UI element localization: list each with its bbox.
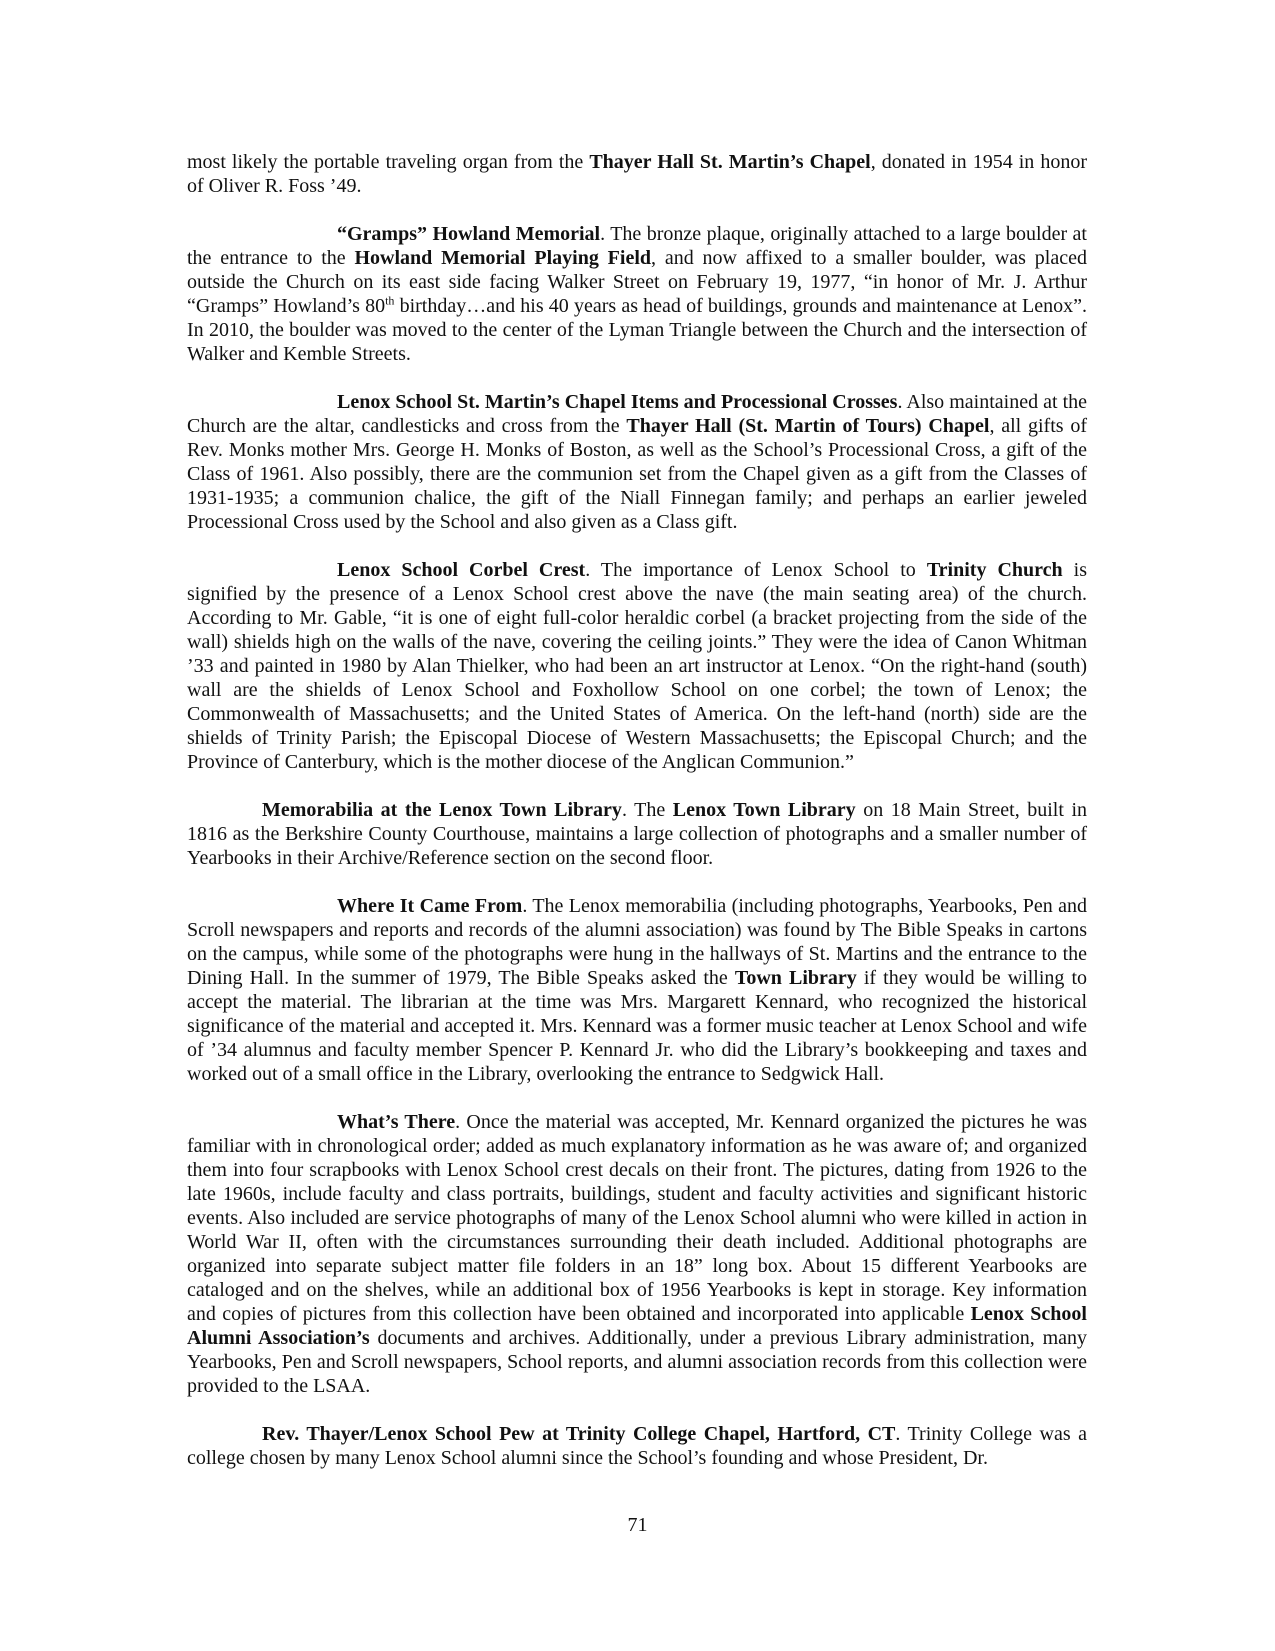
text-run: . Also maintained at the Church are the altar, candlesticks and cross from the: [187, 391, 1087, 437]
section-heading: Where It Came From: [337, 895, 523, 917]
paragraph-where-it-came-from: [187, 894, 1087, 1086]
ordinal-superscript: th: [385, 293, 395, 308]
bold-term: Trinity Church: [926, 559, 1063, 581]
paragraph-chapel-items: [187, 390, 1087, 534]
text-run: if they would be willing to accept the material. The librarian at the time was Mrs. Margarett Kennard, who recognized the historical significance of the material and accepted it. Mrs. Kennard was a former music teacher at Lenox School and wife of ’34 alumnus and faculty member Spencer P. Kennard Jr. who did the Library’s bookkeeping and taxes and worked out of a small office in the Library, overlooking the entrance to Sedgwick Hall.: [187, 967, 1088, 1085]
bold-term: Howland Memorial Playing Field: [354, 247, 651, 269]
text-run: . The importance of Lenox School to: [585, 559, 927, 581]
section-heading: Lenox School St. Martin’s Chapel Items and Processional Crosses: [337, 391, 898, 413]
bold-term: Town Library: [734, 967, 857, 989]
bold-term: Thayer Hall St. Martin’s Chapel: [589, 151, 871, 173]
text-run: most likely the portable traveling organ from the: [187, 151, 590, 173]
paragraph-whats-there: [187, 1110, 1087, 1398]
text-run: . Once the material was accepted, Mr. Kennard organized the pictures he was familiar with in chronological order; added as much explanatory information as he was aware of; and organized them into four scrapbooks with Lenox School crest decals on their front. The pictures, dating from 1926 to the late 1960s, include faculty and class portraits, buildings, student and faculty activities and significant historic events. Also included are service photographs of many of the Lenox School alumni who were killed in action in World War II, often with the circumstances surrounding their death included. Additional photographs are organized into separate subject matter file folders in an 18” long box. About 15 different Yearbooks are cataloged and on the shelves, while an additional box of 1956 Yearbooks is kept in storage. Key information and copies of pictures from this collection have been obtained and incorporated into applicable: [187, 1111, 1088, 1325]
text-run: . The Lenox memorabilia (including photographs, Yearbooks, Pen and Scroll newspapers and reports and records of the alumni association) was found by The Bible Speaks in cartons on the campus, while some of the photographs were hung in the hallways of St. Martins and the entrance to the Dining Hall. In the summer of 1979, The Bible Speaks asked the: [187, 895, 1087, 989]
text-run: . The: [621, 799, 673, 821]
text-run: birthday…and his 40 years as head of buildings, grounds and maintenance at Lenox”. In 2010, the boulder was moved to the center of the Lyman Triangle between the Church and the intersection of Walker and Kemble Streets.: [187, 295, 1088, 365]
text-run: , donated in 1954 in honor of Oliver R. Foss ’49.: [187, 151, 1087, 197]
text-run: . The bronze plaque, originally attached to a large boulder at the entrance to the: [187, 223, 1087, 269]
text-run: . Trinity College was a college chosen by many Lenox School alumni since the School’s founding and whose President, Dr.: [187, 1423, 1087, 1469]
paragraph-town-library: [187, 798, 1087, 870]
text-run: , and now affixed to a smaller boulder, was placed outside the Church on its east side facing Walker Street on February 19, 1977, “in honor of Mr. J. Arthur “Gramps” Howland’s 80: [187, 247, 1087, 317]
bold-term: Thayer Hall (St. Martin of Tours) Chapel: [626, 415, 990, 437]
bold-term: Lenox School Alumni Association’s: [187, 1303, 1087, 1349]
text-run: on 18 Main Street, built in 1816 as the Berkshire County Courthouse, maintains a large collection of photographs and a smaller number of Yearbooks in their Archive/Reference section on the second floor.: [187, 799, 1088, 869]
paragraph-corbel-crest: [187, 558, 1087, 774]
section-heading: “Gramps” Howland Memorial: [337, 223, 601, 245]
section-heading: Rev. Thayer/Lenox School Pew at Trinity College Chapel, Hartford, CT: [262, 1423, 896, 1445]
text-run: , all gifts of Rev. Monks mother Mrs. George H. Monks of Boston, as well as the School’s Processional Cross, a gift of the Class of 1961. Also possibly, there are the communion set from the Chapel given as a gift from the Classes of 1931-1935; a communion chalice, the gift of the Niall Finnegan family; and perhaps an earlier jeweled Processional Cross used by the School and also given as a Class gift.: [187, 415, 1087, 533]
paragraph-organ: [187, 150, 1087, 198]
document-page: [187, 150, 1087, 1470]
paragraph-gramps-howland: [187, 222, 1087, 366]
section-heading: What’s There: [337, 1111, 456, 1133]
bold-term: Lenox Town Library: [672, 799, 856, 821]
text-run: is signified by the presence of a Lenox School crest above the nave (the main seating area) of the church. According to Mr. Gable, “it is one of eight full-color heraldic corbel (a bracket projecting from the side of the wall) shields high on the walls of the nave, covering the ceiling joints.” They were the idea of Canon Whitman ’33 and painted in 1980 by Alan Thielker, who had been an art instructor at Lenox. “On the right-hand (south) wall are the shields of Lenox School and Foxhollow School on one corbel; the town of Lenox; the Commonwealth of Massachusetts; and the United States of America. On the left-hand (north) side are the shields of Trinity Parish; the Episcopal Diocese of Western Massachusetts; the Episcopal Church; and the Province of Canterbury, which is the mother diocese of the Anglican Communion.”: [187, 559, 1088, 773]
section-heading: Memorabilia at the Lenox Town Library: [262, 799, 622, 821]
page-number: 71: [627, 1514, 648, 1536]
section-heading: Lenox School Corbel Crest: [337, 559, 586, 581]
text-run: documents and archives. Additionally, under a previous Library administration, many Yearbooks, Pen and Scroll newspapers, School reports, and alumni association records from this collection were provided to the LSAA.: [187, 1327, 1088, 1397]
paragraph-trinity-college-pew: [187, 1422, 1087, 1470]
